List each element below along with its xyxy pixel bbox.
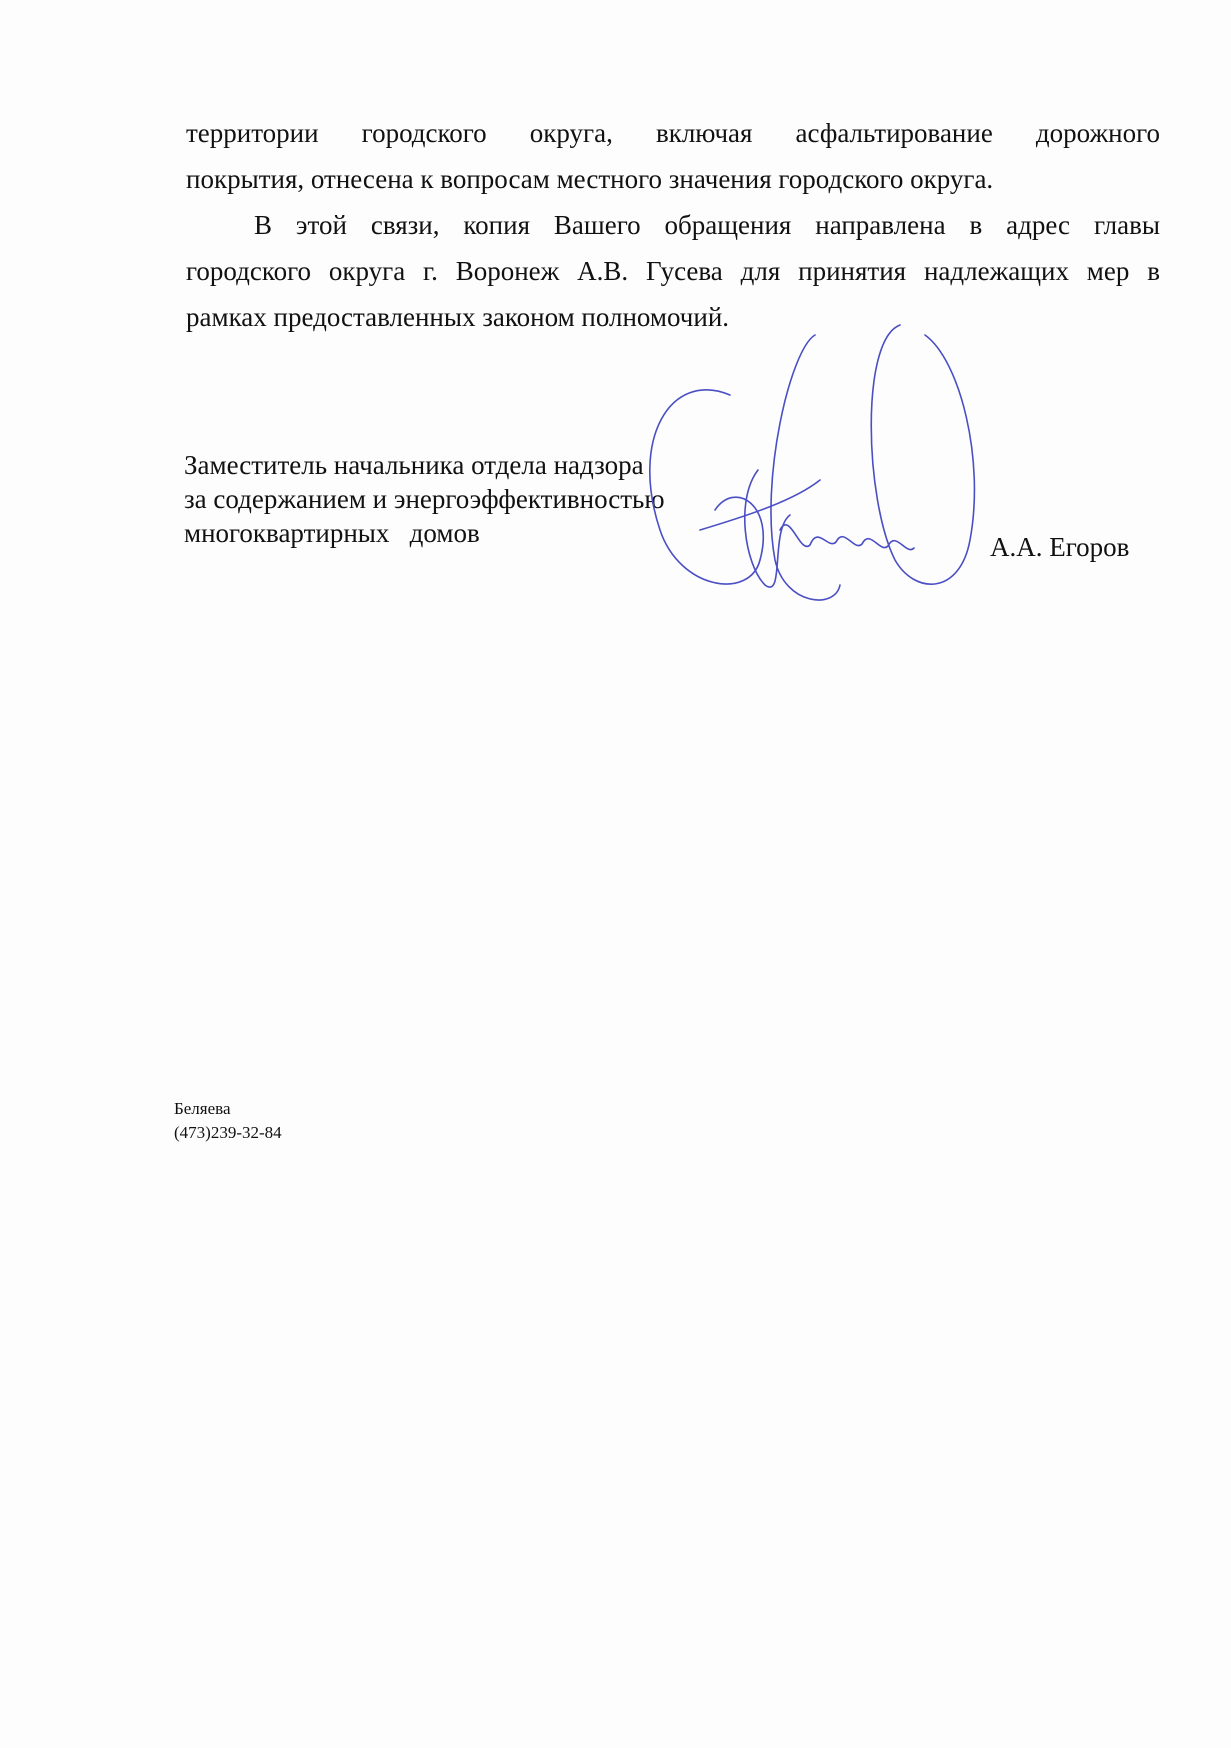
body-line-4: городского округа г. Воронеж А.В. Гусева для принятия надлежащих мер в bbox=[186, 256, 1160, 286]
body-line-5: рамках предоставленных законом полномочий. bbox=[186, 302, 730, 332]
position-line-1: Заместитель начальника отдела надзора bbox=[184, 450, 644, 480]
position-line-3: многоквартирных домов bbox=[184, 518, 480, 548]
executor-phone: (473)239-32-84 bbox=[174, 1123, 282, 1142]
position-line-2: за содержанием и энергоэффективностью bbox=[184, 484, 665, 514]
signer-position bbox=[184, 448, 665, 550]
body-line-3: В этой связи, копия Вашего обращения направлена в адрес главы bbox=[254, 210, 1160, 240]
body-line-2: покрытия, отнесена к вопросам местного значения городского округа. bbox=[186, 164, 994, 194]
handwritten-signature bbox=[640, 330, 1020, 650]
executor-name: Беляева bbox=[174, 1099, 231, 1118]
executor-info bbox=[174, 1097, 282, 1145]
body-line-1: территории городского округа, включая асфальтирование дорожного bbox=[186, 118, 1160, 148]
letter-body bbox=[186, 110, 1160, 340]
signer-name: А.А. Егоров bbox=[990, 532, 1130, 562]
